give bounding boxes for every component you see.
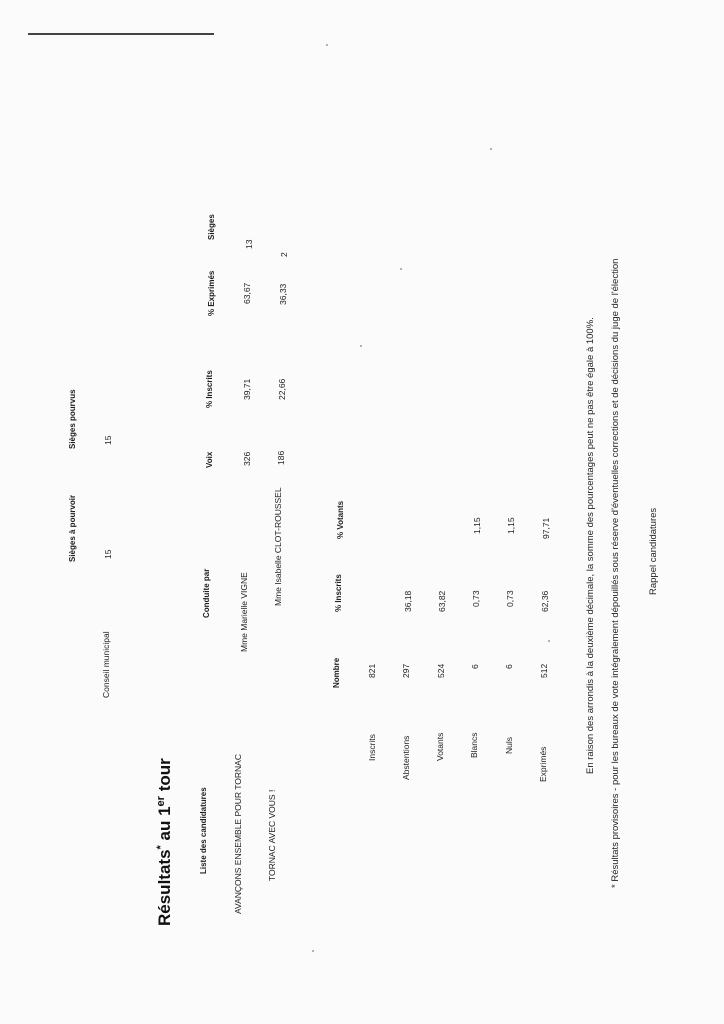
header-pct-votants: % Votants bbox=[336, 500, 345, 539]
candidate-pct-exprimes: 63,67 bbox=[242, 282, 252, 304]
candidate-voix: 326 bbox=[242, 451, 252, 466]
header-sieges-pourvus: Sièges pourvus bbox=[68, 389, 77, 449]
candidate-lead: Mme Marielle VIGNE bbox=[239, 572, 249, 652]
stat-pct-inscrits: 0,73 bbox=[505, 590, 515, 607]
candidate-pct-inscrits: 39,71 bbox=[242, 378, 252, 400]
stat-nombre: 6 bbox=[504, 664, 514, 669]
candidate-pct-inscrits: 22,66 bbox=[277, 378, 287, 400]
candidate-voix: 186 bbox=[276, 450, 286, 465]
rounding-note: En raison des arrondis à la deuxième décimale, la somme des pourcentages peut ne pas être égale à 100%. bbox=[585, 317, 596, 774]
stat-label: Inscrits bbox=[367, 734, 377, 761]
stat-label: Abstentions bbox=[401, 735, 411, 780]
header-sieges: Sièges bbox=[207, 214, 216, 240]
stat-pct-inscrits: 36,18 bbox=[403, 590, 413, 612]
candidate-sieges: 2 bbox=[279, 252, 289, 257]
header-conduite-par: Conduite par bbox=[202, 568, 211, 618]
candidate-pct-exprimes: 36,33 bbox=[278, 283, 288, 305]
candidate-sieges: 13 bbox=[244, 239, 254, 249]
candidate-list-name: AVANÇONS ENSEMBLE POUR TORNAC bbox=[233, 754, 243, 914]
candidate-list-name: TORNAC AVEC VOUS ! bbox=[267, 789, 277, 881]
seats-pourvus-value: 15 bbox=[103, 435, 113, 445]
candidate-lead: Mme Isabelle CLOT-ROUSSEL bbox=[273, 487, 283, 606]
stat-pct-votants: 97,71 bbox=[541, 517, 551, 539]
header-sieges-a-pourvoir: Sièges à pourvoir bbox=[68, 494, 77, 562]
header-pct-inscrits: % Inscrits bbox=[205, 370, 214, 408]
stat-pct-inscrits: 62,36 bbox=[540, 590, 550, 612]
recall-candidatures: Rappel candidatures bbox=[648, 507, 659, 595]
header-stats-pct-inscrits: % Inscrits bbox=[334, 574, 343, 612]
provisional-note: * Résultats provisoires - pour les bureaux de vote intégralement dépouillés sous réserve d'éventuelles corrections et de décisions du juge de l'élection bbox=[610, 258, 621, 888]
stat-nombre: 821 bbox=[367, 663, 377, 678]
seats-a-pourvoir-value: 15 bbox=[103, 549, 113, 559]
header-voix: Voix bbox=[205, 451, 214, 468]
header-liste: Liste des candidatures bbox=[199, 787, 208, 874]
stat-pct-votants: 1,15 bbox=[472, 517, 482, 534]
stat-pct-votants: 1,15 bbox=[506, 517, 516, 534]
header-nombre: Nombre bbox=[332, 657, 341, 688]
stat-pct-inscrits: 0,73 bbox=[471, 590, 481, 607]
page-title: Résultats* au 1er tour bbox=[155, 758, 174, 926]
header-pct-exprimes: % Exprimés bbox=[207, 270, 216, 316]
stat-label: Nuls bbox=[504, 736, 514, 754]
stat-nombre: 512 bbox=[539, 663, 549, 678]
stat-pct-inscrits: 63,82 bbox=[437, 590, 447, 612]
stat-nombre: 297 bbox=[401, 663, 411, 678]
stat-label: Exprimés bbox=[538, 746, 548, 782]
stat-nombre: 6 bbox=[470, 664, 480, 669]
stat-nombre: 524 bbox=[436, 663, 446, 678]
seats-row-label: Conseil municipal bbox=[101, 631, 111, 698]
stat-label: Blancs bbox=[469, 732, 479, 758]
stat-label: Votants bbox=[435, 732, 445, 761]
